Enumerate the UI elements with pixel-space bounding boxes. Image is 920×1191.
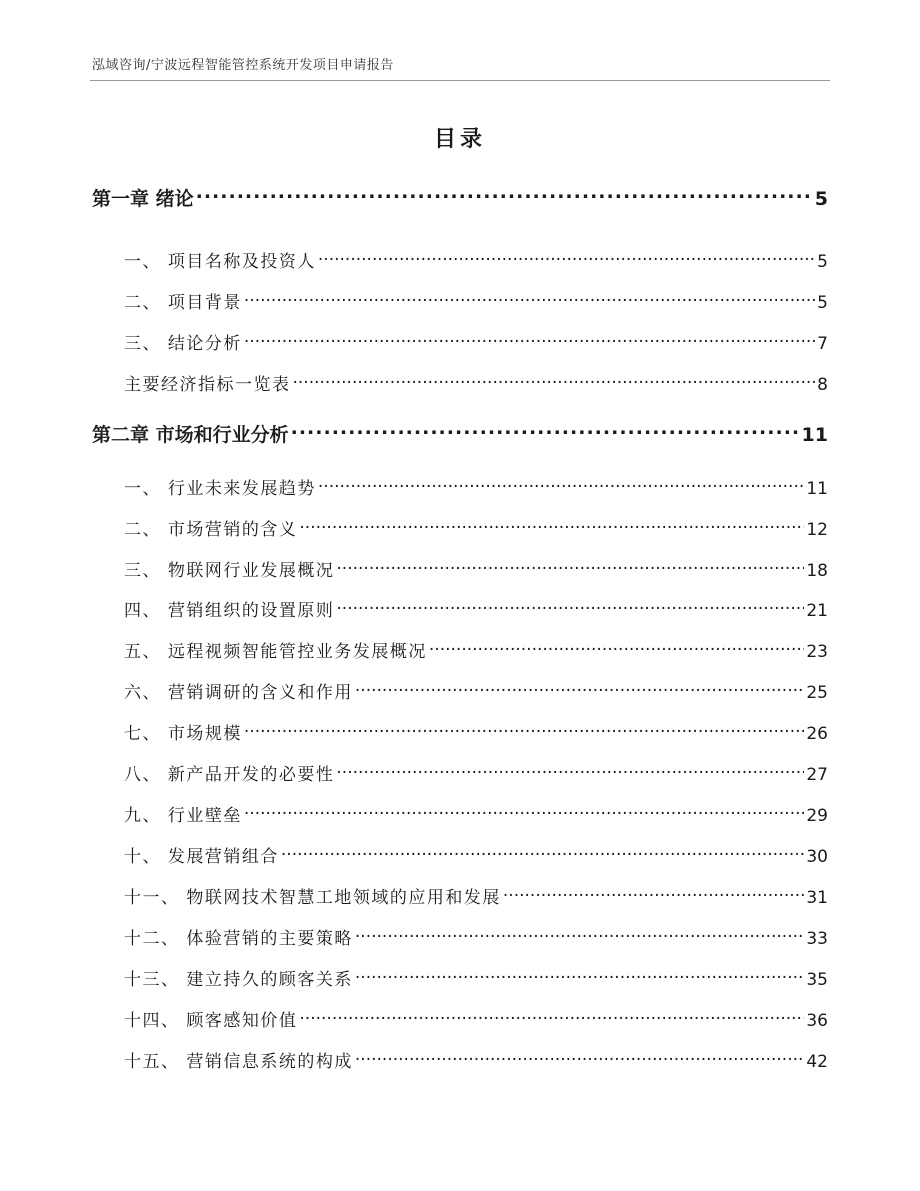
toc-entry-label: 七、 市场规模: [124, 724, 242, 744]
toc-entry-label: 十三、 建立持久的顾客关系: [124, 970, 353, 990]
toc-entry-page: 8: [817, 375, 828, 395]
toc-entry[interactable]: [124, 556, 828, 581]
toc-leader-dots: [355, 927, 804, 944]
toc-entry-label: 九、 行业壁垒: [124, 806, 242, 826]
toc-leader-dots: [318, 477, 804, 494]
toc-entry-label: 十四、 顾客感知价值: [124, 1011, 298, 1031]
toc-entry[interactable]: [124, 1047, 828, 1072]
toc-leader-dots: [355, 681, 804, 698]
toc-entry[interactable]: [124, 247, 828, 272]
toc-entry-label: 八、 新产品开发的必要性: [124, 765, 335, 785]
toc-leader-dots: [244, 332, 815, 349]
header-divider: [90, 80, 830, 81]
toc-entry-page: 5: [814, 188, 828, 210]
toc-entry-page: 42: [806, 1052, 828, 1072]
toc-entry[interactable]: [124, 760, 828, 785]
toc-entry-label: 第二章 市场和行业分析: [92, 424, 289, 446]
toc-leader-dots: [244, 291, 815, 308]
toc-entry-label: 三、 物联网行业发展概况: [124, 561, 335, 581]
toc-entry-label: 十、 发展营销组合: [124, 847, 279, 867]
toc-leader-dots: [196, 186, 813, 205]
toc-leader-dots: [503, 886, 804, 903]
toc-entry[interactable]: [92, 184, 828, 211]
toc-leader-dots: [281, 845, 804, 862]
toc-entry[interactable]: [124, 1006, 828, 1031]
toc-entry-label: 四、 营销组织的设置原则: [124, 601, 335, 621]
toc-entry[interactable]: [124, 719, 828, 744]
toc-entry-label: 二、 项目背景: [124, 293, 242, 313]
toc-entry[interactable]: [124, 637, 828, 662]
toc-entry-page: 5: [817, 252, 828, 272]
toc-entry-label: 二、 市场营销的含义: [124, 520, 298, 540]
toc-leader-dots: [291, 422, 800, 441]
toc-entry-label: 一、 行业未来发展趋势: [124, 479, 316, 499]
toc-entry[interactable]: [124, 596, 828, 621]
toc-entry[interactable]: [124, 842, 828, 867]
toc-leader-dots: [244, 804, 804, 821]
toc-leader-dots: [293, 373, 816, 390]
toc-entry-label: 第一章 绪论: [92, 188, 194, 210]
toc-entry-page: 18: [806, 561, 828, 581]
toc-leader-dots: [299, 518, 804, 535]
toc-entry-page: 30: [806, 847, 828, 867]
toc-entry-page: 35: [806, 970, 828, 990]
running-header: 泓域咨询/宁波远程智能管控系统开发项目申请报告: [92, 58, 394, 73]
toc-leader-dots: [336, 599, 804, 616]
toc-entry-label: 六、 营销调研的含义和作用: [124, 683, 353, 703]
toc-entry-page: 29: [806, 806, 828, 826]
toc-entry[interactable]: [124, 474, 828, 499]
toc-entry-label: 五、 远程视频智能管控业务发展概况: [124, 642, 427, 662]
toc-leader-dots: [355, 968, 804, 985]
toc-entry[interactable]: [92, 420, 828, 447]
toc-leader-dots: [336, 763, 804, 780]
toc-entry-page: 7: [817, 334, 828, 354]
toc-entry-page: 21: [806, 601, 828, 621]
toc-entry-page: 31: [806, 888, 828, 908]
toc-entry-page: 26: [806, 724, 828, 744]
toc-entry[interactable]: [124, 965, 828, 990]
page-title: 目录: [433, 127, 486, 152]
toc-entry-label: 十五、 营销信息系统的构成: [124, 1052, 353, 1072]
toc-leader-dots: [355, 1050, 804, 1067]
toc-entry-page: 12: [806, 520, 828, 540]
toc-entry-page: 25: [806, 683, 828, 703]
toc-entry-page: 27: [806, 765, 828, 785]
toc-entry[interactable]: [124, 883, 828, 908]
toc-entry-page: 5: [817, 293, 828, 313]
toc-entry-page: 36: [806, 1011, 828, 1031]
toc-leader-dots: [318, 250, 815, 267]
toc-entry-page: 11: [801, 424, 828, 446]
toc-leader-dots: [244, 722, 804, 739]
toc-entry[interactable]: [124, 801, 828, 826]
toc-entry-page: 33: [806, 929, 828, 949]
toc-entry-label: 一、 项目名称及投资人: [124, 252, 316, 272]
toc-entry-label: 主要经济指标一览表: [124, 375, 291, 395]
toc-entry[interactable]: [124, 678, 828, 703]
toc-leader-dots: [429, 640, 804, 657]
toc-entry-label: 十二、 体验营销的主要策略: [124, 929, 353, 949]
toc-entry-page: 11: [806, 479, 828, 499]
toc-leader-dots: [299, 1009, 804, 1026]
toc-entry-page: 23: [806, 642, 828, 662]
toc-entry[interactable]: [124, 924, 828, 949]
toc-leader-dots: [336, 559, 804, 576]
toc-entry[interactable]: [124, 515, 828, 540]
toc-entry[interactable]: [124, 329, 828, 354]
toc-entry-label: 三、 结论分析: [124, 334, 242, 354]
toc-entry[interactable]: [124, 370, 828, 395]
toc-entry[interactable]: [124, 288, 828, 313]
toc-entry-label: 十一、 物联网技术智慧工地领域的应用和发展: [124, 888, 501, 908]
